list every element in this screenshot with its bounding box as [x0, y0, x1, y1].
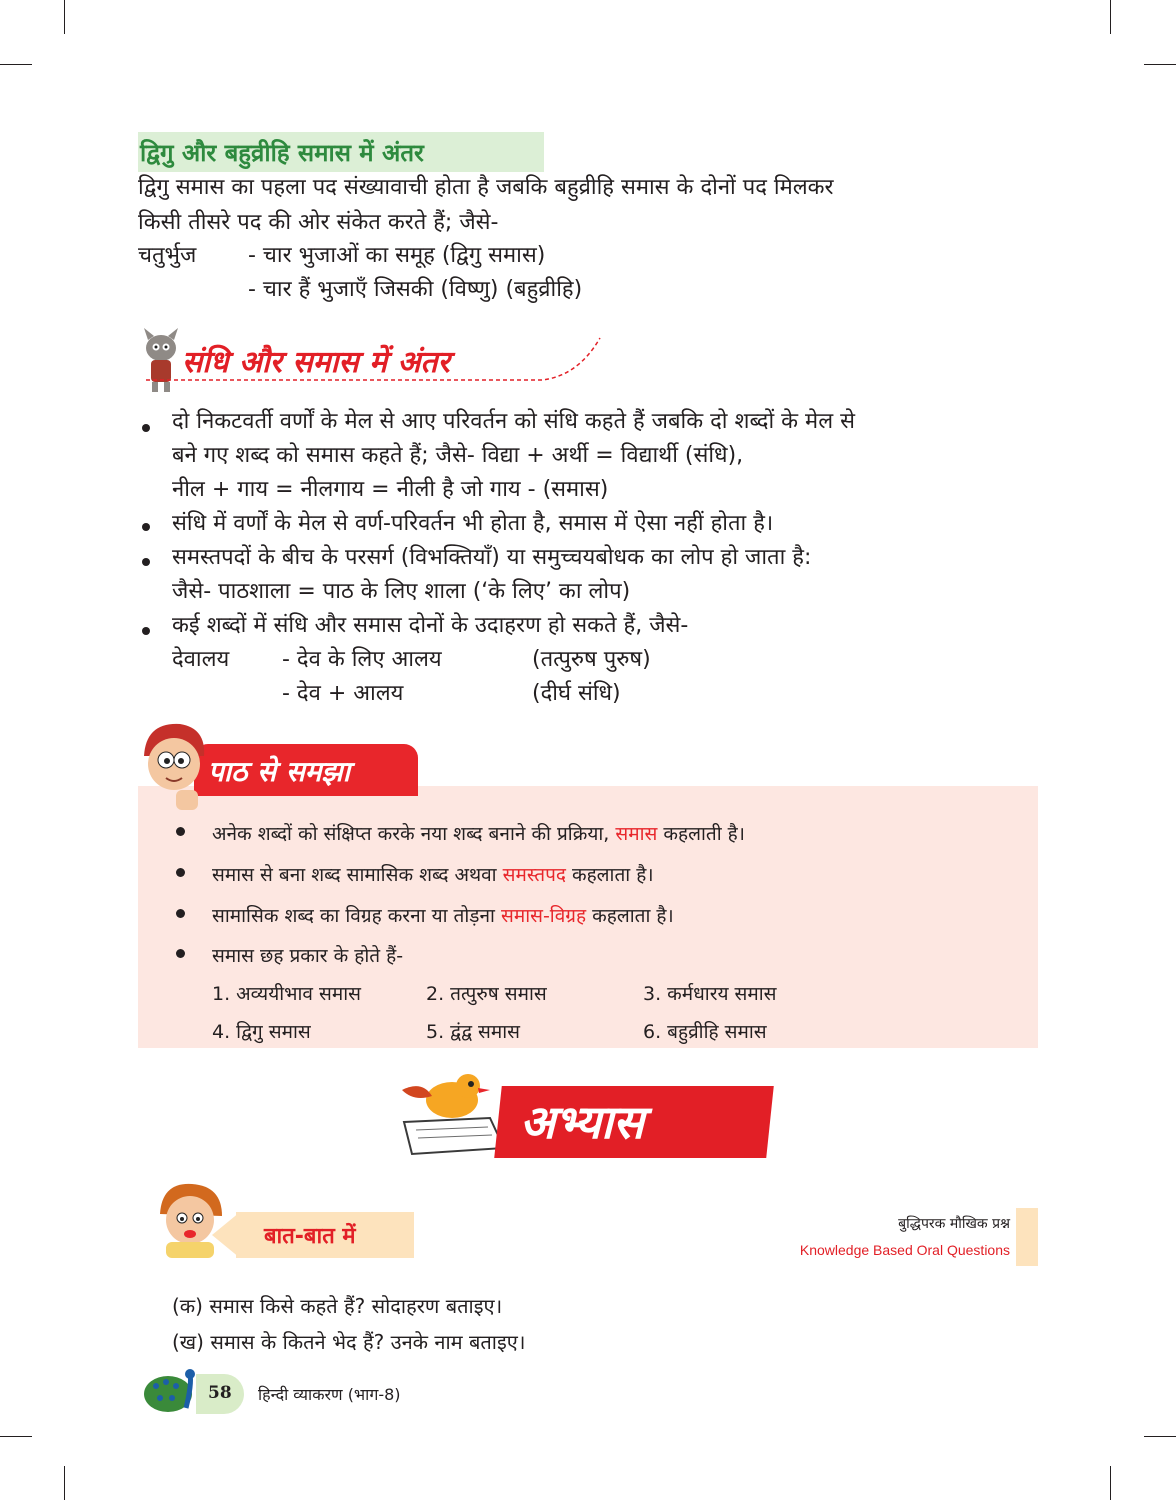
example-note: (दीर्घ संधि) — [532, 681, 621, 706]
oral-questions-title-hindi: बुद्धिपरक मौखिक प्रश्न — [898, 1216, 1010, 1232]
text-run: सामासिक शब्द का विग्रह करना या तोड़ना — [212, 905, 501, 927]
heading-dashed-underline — [138, 334, 608, 388]
bullet-dot — [176, 827, 185, 836]
example-note: (तत्पुरुष पुरुष) — [532, 647, 651, 672]
book-title: हिन्दी व्याकरण (भाग-8) — [258, 1385, 401, 1404]
highlight-term: समास-विग्रह — [500, 905, 587, 927]
crop-mark — [0, 64, 32, 65]
summary-tab-label: पाठ से समझा — [208, 755, 350, 788]
section-heading-text: द्विगु और बहुव्रीहि समास में अंतर — [140, 139, 424, 167]
text-run: कहलाती है। — [657, 823, 745, 845]
bird-with-book-icon — [382, 1060, 512, 1160]
bullet-dot — [142, 523, 150, 531]
bullet-dot — [142, 558, 150, 566]
oral-questions-title-english: Knowledge Based Oral Questions — [799, 1242, 1010, 1258]
bullet-line: कई शब्दों में संधि और समास दोनों के उदाहरण हो सकते हैं, जैसे- — [172, 613, 689, 638]
crop-mark — [1144, 1436, 1176, 1437]
baat-baat-tab — [236, 1212, 414, 1258]
samas-type: 5. द्वंद्व समास — [426, 1021, 521, 1043]
bullet-dot — [176, 909, 185, 918]
summary-point-1 — [212, 820, 745, 846]
text-run: अनेक शब्दों को संक्षिप्त करके नया शब्द बनाने की प्रक्रिया, — [212, 823, 616, 845]
question-ka: (क) समास किसे कहते हैं? सोदाहरण बताइए। — [172, 1294, 503, 1318]
crop-mark — [1110, 1466, 1111, 1500]
samas-type: 1. अव्ययीभाव समास — [212, 983, 361, 1005]
oral-questions-accent-bar — [1016, 1208, 1038, 1266]
highlight-term: समस्तपद — [502, 864, 566, 886]
summary-point-2 — [212, 861, 654, 887]
crop-mark — [64, 1466, 65, 1500]
crop-mark — [64, 0, 65, 34]
samas-type: 2. तत्पुरुष समास — [426, 983, 547, 1005]
crop-mark — [1144, 64, 1176, 65]
bullet-line: नील + गाय = नीलगाय = नीली है जो गाय - (समास) — [172, 477, 609, 502]
bullet-dot — [142, 424, 150, 432]
bullet-dot — [142, 627, 150, 635]
samas-type: 4. द्विगु समास — [212, 1021, 311, 1043]
text-run: समास से बना शब्द सामासिक शब्द अथवा — [212, 864, 503, 886]
question-kha: (ख) समास के कितने भेद हैं? उनके नाम बताइए। — [172, 1330, 526, 1354]
highlight-term: समास — [615, 823, 658, 845]
paragraph-line: द्विगु समास का पहला पद संख्यावाची होता है जबकि बहुव्रीहि समास के दोनों पद मिलकर — [138, 175, 834, 200]
summary-tab — [194, 744, 418, 796]
crop-mark — [0, 1436, 32, 1437]
bullet-dot — [176, 868, 185, 877]
example-word: देवालय — [172, 647, 230, 672]
example-line: - देव + आलय — [282, 681, 404, 706]
page-number: 58 — [208, 1383, 232, 1403]
bullet-line: जैसे- पाठशाला = पाठ के लिए शाला (‘के लिए’ का लोप) — [172, 579, 631, 604]
samas-type: 6. बहुव्रीहि समास — [643, 1021, 767, 1043]
text-run: कहलाता है। — [565, 864, 654, 886]
paragraph-line: किसी तीसरे पद की ओर संकेत करते हैं; जैसे- — [138, 210, 499, 235]
section-heading-sandhi: संधि और समास में अंतर — [182, 345, 450, 380]
example-line: - चार भुजाओं का समूह (द्विगु समास) — [248, 243, 546, 268]
samas-type: 3. कर्मधारय समास — [643, 983, 777, 1005]
boy-mascot-icon — [136, 716, 212, 816]
bullet-dot — [176, 949, 185, 958]
bullet-line: समस्तपदों के बीच के परसर्ग (विभक्तियाँ) या समुच्चयबोधक का लोप हो जाता है: — [172, 545, 812, 570]
crop-mark — [1110, 0, 1111, 34]
bullet-line: बने गए शब्द को समास कहते हैं; जैसे- विद्या + अर्थी = विद्यार्थी (संधि), — [172, 443, 744, 468]
summary-point-3 — [212, 902, 674, 928]
summary-point-4: समास छह प्रकार के होते हैं- — [212, 945, 404, 967]
example-line: - देव के लिए आलय — [282, 647, 442, 672]
bullet-line: संधि में वर्णों के मेल से वर्ण-परिवर्तन भी होता है, समास में ऐसा नहीं होता है। — [172, 511, 774, 536]
example-line: - चार हैं भुजाएँ जिसकी (विष्णु) (बहुव्रीहि) — [248, 277, 583, 302]
baat-baat-label: बात-बात में — [264, 1224, 356, 1249]
text-run: कहलाता है। — [586, 905, 674, 927]
example-word: चतुर्भुज — [138, 243, 197, 268]
bullet-line: दो निकटवर्ती वर्णों के मेल से आए परिवर्तन को संधि कहते हैं जबकि दो शब्दों के मेल से — [172, 409, 855, 434]
section-heading-dvigu — [138, 132, 544, 172]
exercise-banner-text: अभ्यास — [520, 1095, 644, 1149]
page-number-badge — [196, 1374, 244, 1414]
